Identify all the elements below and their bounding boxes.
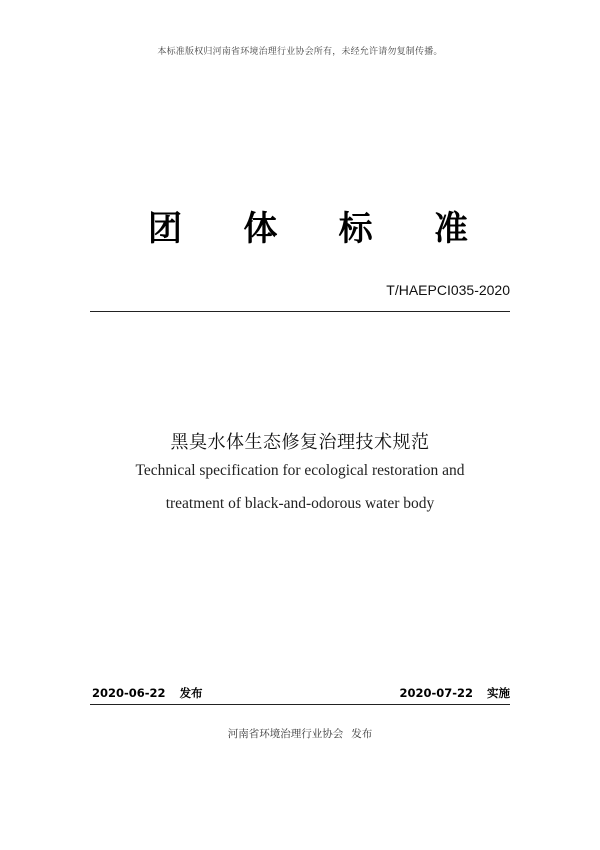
publisher-name: 河南省环境治理行业协会 [227,728,344,740]
title-chinese: 黑臭水体生态修复治理技术规范 [170,432,430,453]
copyright-notice: 本标准版权归河南省环境治理行业协会所有，未经允许请勿复制传播。 [157,47,443,57]
implement-date: 2020-07-22 [399,686,473,700]
implement-date-block [399,685,510,701]
title-english-line-2: treatment of black-and-odorous water body [165,495,435,512]
implement-label: 实施 [487,686,510,700]
doc-type-char-1: 团 [148,209,182,249]
doc-type-char-2: 体 [243,209,278,249]
publish-date-block [92,685,203,701]
document-type-heading [148,206,468,252]
publish-label: 发布 [179,686,203,700]
publisher-label: 发布 [351,728,373,740]
title-english-line-1: Technical specification for ecological restoration and [135,462,465,479]
top-divider [90,311,510,312]
doc-type-char-3: 标 [338,209,373,249]
doc-type-char-4: 准 [433,209,468,249]
bottom-divider [90,704,510,705]
publish-date: 2020-06-22 [92,686,166,700]
standard-number: T/HAEPCI035-2020 [386,282,510,298]
publisher-line [0,726,600,741]
